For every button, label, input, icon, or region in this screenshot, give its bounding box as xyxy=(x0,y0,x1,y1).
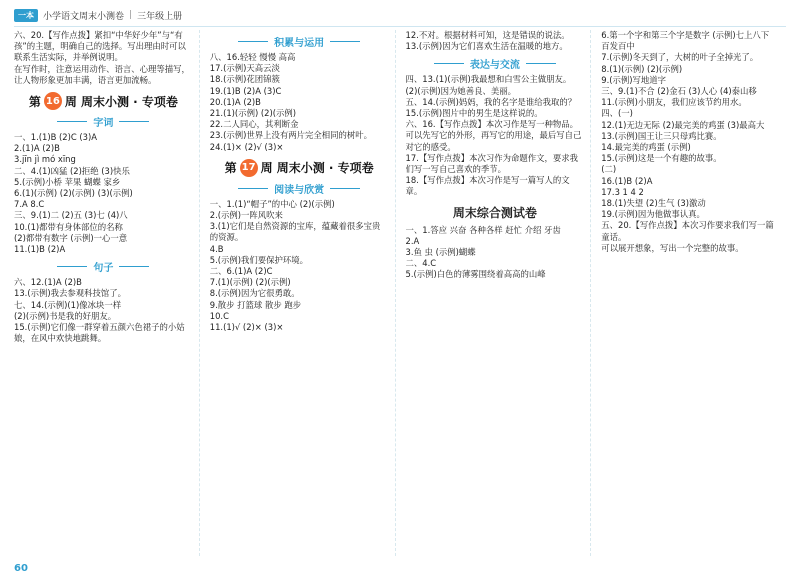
page-header xyxy=(14,6,182,24)
answer-line: 六、12.(1)A (2)B xyxy=(14,277,82,288)
section-heading-text: 积累与运用 xyxy=(274,38,325,49)
answer-line: 10.(1)都带有身体部位的名称 xyxy=(14,221,123,232)
answer-line: 四、(一) xyxy=(601,108,633,119)
answer-line: 七、14.(示例)(1)像冰块一样 xyxy=(14,299,122,310)
grade-label: 三年级上册 xyxy=(137,11,183,22)
answer-line: 六、16.【写作点拨】本次习作是写一种物品。 xyxy=(405,119,578,130)
answer-line: 17.(示例)天高云淡 xyxy=(209,63,280,74)
section-rule xyxy=(57,121,87,122)
answer-line: 一、1.(1)“帽子”的中心 (2)(示例) xyxy=(209,198,335,209)
answer-line: 5.(示例)白色的薄雾围绕着高高的山峰 xyxy=(405,269,546,280)
answer-columns xyxy=(14,30,786,556)
answer-line: 9.散步 打篮球 散步 跑步 xyxy=(209,299,302,310)
section-rule xyxy=(238,188,268,189)
column-1 xyxy=(14,30,200,556)
answer-line: 3.jīn jì mó xīng xyxy=(14,154,76,165)
answer-line: 16.(1)B (2)A xyxy=(601,175,653,186)
answer-line: 21.(1)(示例) (2)(示例) xyxy=(209,108,297,119)
answer-line: 8.(示例)因为它很勇敢。 xyxy=(209,288,300,299)
answer-line: (2)(示例)书是我的好朋友。 xyxy=(14,310,117,321)
answer-line: 4.B xyxy=(209,243,224,254)
section-heading-text: 字词 xyxy=(93,118,114,130)
answer-line: 13.(示例)因为它们喜欢生活在温暖的地方。 xyxy=(405,41,568,52)
answer-line: 6.第一个字和第三个字是数字 (示例)七上八下 百发百中 xyxy=(601,30,770,52)
answer-line: 二、6.(1)A (2)C xyxy=(209,266,273,277)
section-rule xyxy=(119,266,149,267)
answer-line: 8.(1)(示例) (2)(示例) xyxy=(601,63,683,74)
answer-line: 四、13.(1)(示例)我最想和白雪公主做朋友。 xyxy=(405,74,572,85)
section-heading xyxy=(210,181,389,196)
answer-line: 19.(1)B (2)A (3)C xyxy=(209,85,282,96)
answer-line: 2.A xyxy=(405,235,420,246)
answer-line: 14.最完美的鸡蛋 (示例) xyxy=(601,142,691,153)
section-rule xyxy=(434,63,464,64)
page-number: 60 xyxy=(14,563,28,574)
answer-line: 2.(1)A (2)B xyxy=(14,143,60,154)
publisher-logo: 一本 xyxy=(14,9,38,22)
answer-line: 18.(示例)花团锦簇 xyxy=(209,74,280,85)
answer-line: 五、20.【写作点拨】本次习作要求我们写一篇童话。 xyxy=(601,220,774,242)
section-heading xyxy=(210,34,389,49)
answer-line: 五、14.(示例)妈妈，我的名字是谁给我取的？ xyxy=(405,96,577,107)
answer-line: 六、20.【写作点拨】紧扣“中华好少年”与“有孩”的主题，明确自己的选择。写出理由时可以联系生活实际，并举例说明。 xyxy=(14,30,186,63)
answer-line: (2)都带有数字 (示例)一心一意 xyxy=(14,232,128,243)
section-rule xyxy=(330,188,360,189)
answer-line: 17.【写作点拨】本次习作为命题作文，要求我们写一写自己喜欢的季节。 xyxy=(405,152,578,175)
answer-line: 12.不对。根据材料可知，这是错误的说法。 xyxy=(405,30,570,40)
answer-line: 二、4.(1)凶猛 (2)拒绝 (3)快乐 xyxy=(14,165,130,176)
section-heading-text: 句子 xyxy=(93,263,114,275)
answer-line: 15.(示例)这是一个有趣的故事。 xyxy=(601,153,722,164)
answer-line: 11.(示例)小朋友，我们应该节约用水。 xyxy=(601,97,747,108)
answer-line: 11.(1)B (2)A xyxy=(14,244,66,255)
section-rule xyxy=(119,121,149,122)
section-heading xyxy=(14,259,193,274)
answer-line: 10.C xyxy=(209,310,229,321)
header-separator: | xyxy=(129,10,133,20)
column-3 xyxy=(406,30,592,556)
section-heading-text: 表达与交流 xyxy=(469,60,520,72)
answer-line: 20.(1)A (2)B xyxy=(209,96,261,107)
answer-line: 6.(1)(示例) (2)(示例) (3)(示例) xyxy=(14,188,133,199)
week-title: 周 周末小测 · 专项卷 xyxy=(64,94,178,109)
answer-line: 三、9.(1)二 (2)五 (3)七 (4)八 xyxy=(14,210,128,221)
answer-line: 一、1.答应 兴奋 各种各样 赶忙 介绍 牙齿 xyxy=(405,224,561,235)
week-prefix: 第 xyxy=(28,94,41,109)
answer-line: 13.(示例)国王让三只母鸡比赛。 xyxy=(601,130,722,141)
section-heading xyxy=(406,56,585,71)
section-heading-text: 阅读与欣赏 xyxy=(274,184,325,196)
answer-line: 18.(1)失望 (2)生气 (3)激动 xyxy=(601,198,706,209)
answer-line: 2.(示例)一阵风吹来 xyxy=(209,210,283,221)
answer-line: 19.(示例)因为他做事认真。 xyxy=(601,209,705,220)
answer-line: (二) xyxy=(601,164,617,175)
week-number-badge: 17 xyxy=(240,159,258,177)
answer-line: 可以先写它的外形，再写它的用途，最后写自己对它的感受。 xyxy=(405,130,582,152)
answer-line: 5.(示例)我们要保护环境。 xyxy=(209,254,309,265)
answer-line: 在写作时，注意运用动作、语言、心理等描写，让人物形象更加丰满，语言更加流畅。 xyxy=(14,63,190,85)
answer-line: 二、4.C xyxy=(405,258,437,269)
week-banner xyxy=(14,92,193,110)
answer-line: 18.【写作点拨】本次习作是写一篇写人的文章。 xyxy=(405,175,570,197)
section-rule xyxy=(238,41,268,42)
answer-line: 7.(示例)冬天到了，大树的叶子全掉光了。 xyxy=(601,52,759,63)
answer-line: 一、1.(1)B (2)C (3)A xyxy=(14,132,97,143)
answer-line: 9.(示例)写地道字 xyxy=(601,74,667,85)
answer-line: 5.(示例)小桥 苹果 蝴蝶 家乡 xyxy=(14,176,121,187)
answer-line: 7.(1)(示例) (2)(示例) xyxy=(209,277,291,288)
answer-line: 15.(示例)图片中的男生是这样说的。 xyxy=(405,108,543,119)
answer-line: 17.3 1 4 2 xyxy=(601,186,644,197)
header-rule xyxy=(14,26,786,27)
answer-line: 八、16.轻轻 慢慢 高高 xyxy=(209,52,296,62)
column-4 xyxy=(601,30,786,556)
final-test-title: 周末综合测试卷 xyxy=(452,205,537,220)
answer-line: 3.(1)它们是自然资源的宝库，蕴藏着很多宝贵的资源。 xyxy=(209,221,381,243)
book-title: 小学语文周末小测卷 xyxy=(43,11,125,22)
section-rule xyxy=(57,266,87,267)
answer-line: 24.(1)× (2)√ (3)× xyxy=(209,141,284,152)
answer-line: 12.(1)无边无际 (2)最完美的鸡蛋 (3)最高大 xyxy=(601,119,765,130)
section-rule xyxy=(330,41,360,42)
week-prefix: 第 xyxy=(224,161,237,176)
section-heading xyxy=(14,114,193,129)
answer-line: 23.(示例)世界上没有两片完全相同的树叶。 xyxy=(209,130,372,141)
week-banner xyxy=(210,159,389,177)
answer-line: 22.二人同心，其利断金 xyxy=(209,119,299,130)
answer-line: 三、9.(1)不合 (2)金石 (3)人心 (4)泰山移 xyxy=(601,86,757,97)
answer-line: 15.(示例)它们像一群穿着五颜六色裙子的小姑娘，在风中欢快地跳舞。 xyxy=(14,322,185,344)
answer-line: 7.A 8.C xyxy=(14,199,45,210)
column-2 xyxy=(210,30,396,556)
week-number-badge: 16 xyxy=(44,92,62,110)
week-title: 周 周末小测 · 专项卷 xyxy=(260,161,374,176)
answer-line: (2)(示例)因为她善良、美丽。 xyxy=(405,85,517,96)
answer-line: 11.(1)√ (2)× (3)× xyxy=(209,322,284,333)
answer-line: 3.鱼 虫 (示例)蝴蝶 xyxy=(405,247,476,258)
answer-line: 可以展开想象，写出一个完整的故事。 xyxy=(601,242,744,253)
answer-line: 13.(示例)我去参观科技馆了。 xyxy=(14,288,126,299)
section-rule xyxy=(526,63,556,64)
